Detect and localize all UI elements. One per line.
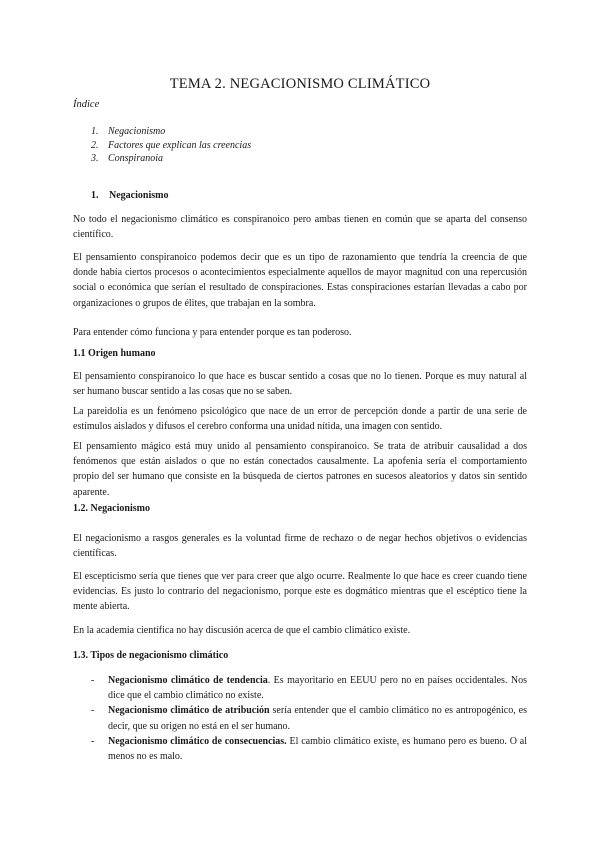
paragraph: En la academia científica no hay discusión acerca de que el cambio climático existe.	[73, 625, 411, 636]
toc-item: 3. Conspiranoia	[91, 153, 164, 164]
section-heading-1: 1. Negacionismo	[91, 190, 169, 201]
table-of-contents	[91, 125, 251, 166]
paragraph: No todo el negacionismo climático es conspiranoico pero ambas tienen en común que se aparta del consenso científico.	[73, 214, 527, 241]
paragraph: El pensamiento conspiranoico podemos decir que es un tipo de razonamiento que tendría la creencia de que donde había ciertos procesos o acontecimientos especialmente aquellos de mayor magnitud con una repercusión social o económica que serían el resultado de conspiraciones. Estas conspiraciones estarían llevadas a cabo por organizaciones o grupos de élites, que trabajan en la sombra.	[73, 252, 527, 309]
subsection-heading: 1.1 Origen humano	[73, 348, 156, 359]
subsection-heading: 1.2. Negacionismo	[73, 503, 150, 514]
bullet-list	[91, 673, 527, 764]
paragraph: El pensamiento conspiranoico lo que hace es buscar sentido a cosas que no lo tienen. Porque es muy natural al ser humano buscar sentido a las cosas que no se saben.	[73, 371, 527, 398]
list-item: - Negacionismo climático de atribución sería entender que el cambio climático no es antropogénico, es decir, que su origen no está en el ser humano.	[91, 705, 527, 732]
paragraph: El negacionismo a rasgos generales es la voluntad firme de rechazo o de negar hechos objetivos o evidencias científicas.	[73, 533, 527, 560]
document-title: TEMA 2. NEGACIONISMO CLIMÁTICO	[169, 76, 431, 92]
toc-item: 1. Negacionismo	[91, 126, 166, 137]
paragraph: El pensamiento mágico está muy unido al pensamiento conspiranoico. Se trata de atribuir causalidad a dos fenómenos que están aislados o que no están conectados causalmente. La apofenia sería el comportamiento propio del ser humano que consiste en la búsqueda de ciertos patrones en sucesos aleatorios y datos sin sentido aparente.	[73, 441, 527, 498]
toc-item: 2. Factores que explican las creencias	[91, 139, 252, 151]
subsection-heading: 1.3. Tipos de negacionismo climático	[73, 650, 229, 661]
list-item: - Negacionismo climático de tendencia. Es mayoritario en EEUU pero no en países occidentales. Nos dice que el cambio climático no existe.	[91, 675, 528, 702]
paragraph: Para entender cómo funciona y para entender porque es tan poderoso.	[73, 327, 352, 338]
paragraph: El escepticismo sería que tienes que ver para creer que algo ocurre. Realmente lo que hace es creer cuando tiene evidencias. Es justo lo contrario del negacionismo, porque este es dogmático mientras que el escéptico tiene la mente abierta.	[73, 571, 527, 613]
paragraph: La pareidolia es un fenómeno psicológico que nace de un error de percepción donde a partir de una serie de estímulos aislados y difusos el cerebro conforma una unidad nítida, una imagen con sentido.	[73, 406, 527, 433]
index-label: Índice	[73, 99, 100, 110]
list-item: - Negacionismo climático de consecuencias. El cambio climático existe, es humano pero es bueno. O al menos no es malo.	[91, 735, 527, 763]
